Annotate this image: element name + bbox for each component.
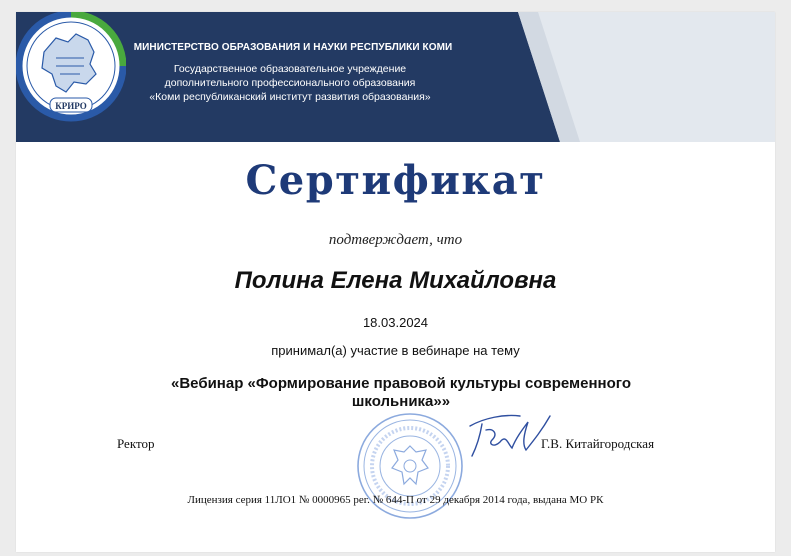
logo-text: КРИРО bbox=[55, 101, 87, 111]
participation-text: принимал(а) участие в вебинаре на тему bbox=[271, 343, 520, 358]
org-line-1: Государственное образовательное учреждение bbox=[173, 63, 407, 75]
ministry-name: МИНИСТЕРСТВО ОБРАЗОВАНИЯ И НАУКИ РЕСПУБЛИКИ КОМИ bbox=[133, 42, 453, 53]
webinar-topic: «Вебинар «Формирование правовой культуры современного школьника»» bbox=[171, 375, 631, 410]
recipient-name: Полина Елена Михайловна bbox=[234, 267, 557, 294]
rector-signature bbox=[464, 404, 554, 464]
license-text: Лицензия серия 11ЛО1 № 0000965 рег. № 644-П от 29 декабря 2014 года, выдана МО РК bbox=[187, 494, 604, 506]
org-line-2: дополнительного профессионального образования bbox=[164, 77, 416, 89]
certificate-title: Сертификат bbox=[245, 157, 546, 204]
confirms-text: подтверждает, что bbox=[328, 232, 463, 248]
certificate-page bbox=[16, 12, 775, 552]
rector-name: Г.В. Китайгородская bbox=[541, 436, 655, 451]
header-banner bbox=[16, 12, 775, 142]
org-line-3: «Коми республиканский институт развития образования» bbox=[149, 91, 431, 103]
event-date: 18.03.2024 bbox=[362, 315, 429, 330]
rector-label: Ректор bbox=[117, 436, 155, 451]
kriro-logo bbox=[16, 12, 126, 124]
organization-name bbox=[112, 62, 468, 104]
